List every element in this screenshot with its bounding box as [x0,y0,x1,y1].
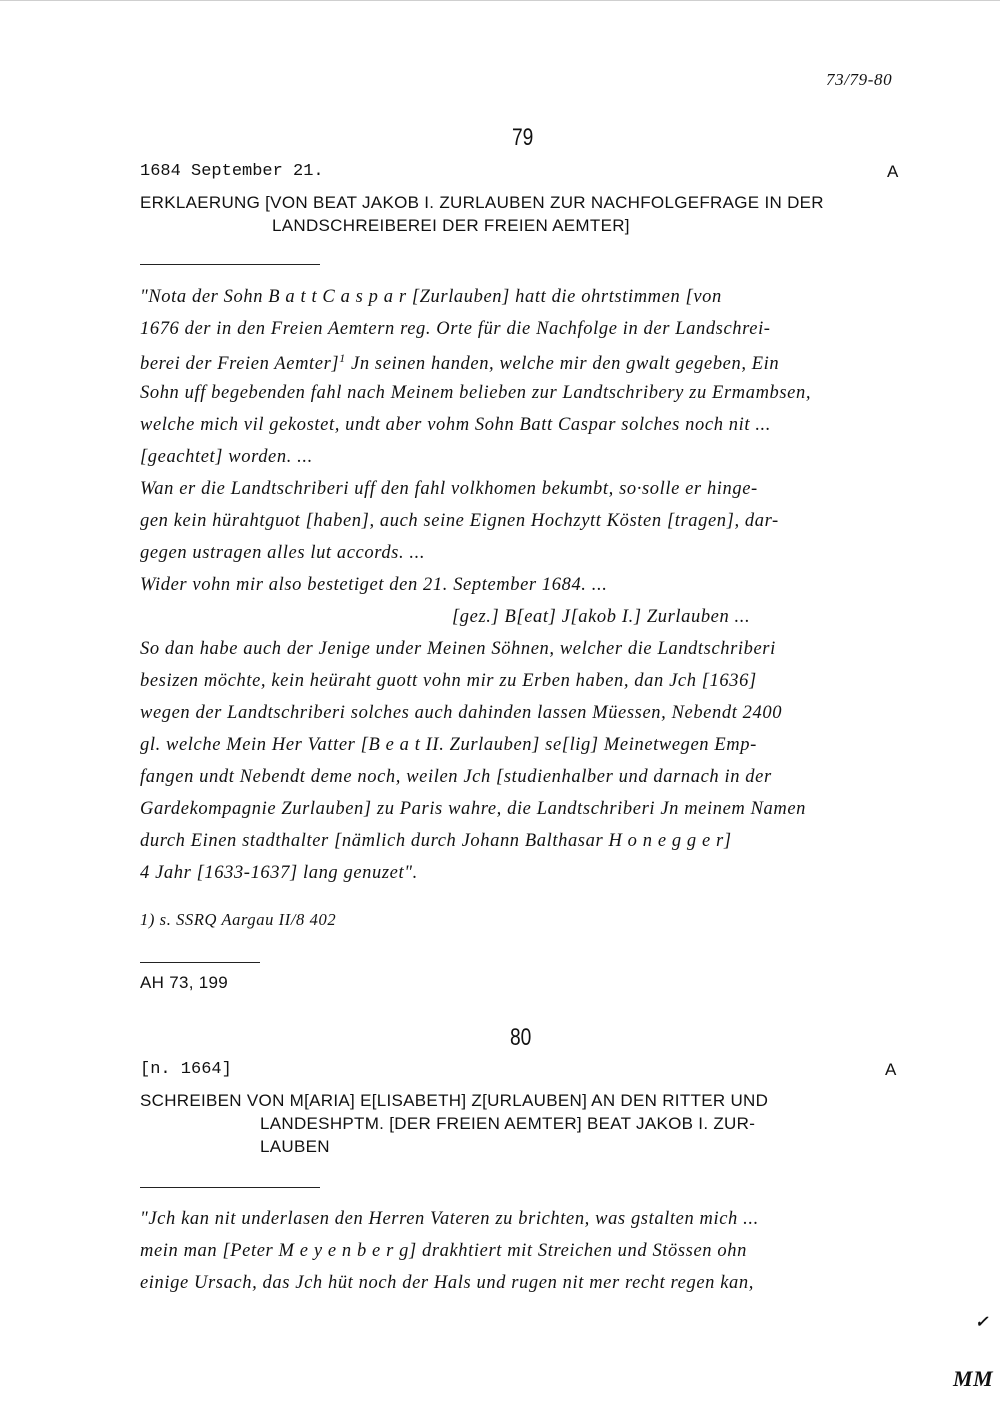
text-line: welche mich vil gekostet, undt aber vohm Sohn Batt Caspar solches noch nit ... [140,415,771,435]
document-80-date: [n. 1664] [140,1060,232,1079]
text-line: fangen undt Nebendt deme noch, weilen Jch [studienhalber und darnach in der [140,767,772,787]
text-line: Wan er die Landtschriberi uff den fahl volkhomen bekumbt, so·solle er hinge- [140,479,758,499]
document-79-source: AH 73, 199 [140,973,229,992]
document-80-letter: A [885,1060,897,1079]
text-line: "Nota der Sohn B a t t C a s p a r [Zurlauben] hatt die ohrtstimmen [von [140,287,722,307]
document-number-79: 79 [512,124,534,151]
text-line: gl. welche Mein Her Vatter [B e a t II. Zurlauben] se[lig] Meinetwegen Emp- [140,735,757,755]
text-line: berei der Freien Aemter]$^1$ Jn seinen handen, welche mir den gwalt gegeben, Ein [140,351,780,375]
page-reference: 73/79-80 [826,70,893,89]
signature-line: [gez.] B[eat] J[akob I.] Zurlauben ... [452,607,751,627]
text-line: wegen der Landtschriberi solches auch dahinden lassen Müessen, Nebendt 2400 [140,703,783,723]
text-line: [geachtet] worden. ... [140,447,313,467]
text-line: gen kein hürahtguot [haben], auch seine Eignen Hochzytt Kösten [tragen], dar- [140,511,779,531]
document-number-80: 80 [510,1024,532,1051]
text-line: einige Ursach, das Jch hüt noch der Hals und rugen nit mer recht regen kan, [140,1273,754,1293]
checkmark-icon: ✓ [975,1314,990,1331]
text-line: mein man [Peter M e y e n b e r g] drakhtiert mit Streichen und Stössen ohn [140,1241,747,1261]
document-79-date: 1684 September 21. [140,162,324,181]
text-line: gegen ustragen alles lut accords. ... [140,543,426,563]
document-80-title-line-2: LANDESHPTM. [DER FREIEN AEMTER] BEAT JAKOB I. ZUR- [260,1114,756,1133]
text-line: "Jch kan nit underlasen den Herren Vateren zu brichten, was gstalten mich ... [140,1209,759,1229]
text-line: besizen möchte, kein heüraht guott vohn mir zu Erben haben, dan Jch [1636] [140,671,757,691]
document-79-title-line-1: ERKLAERUNG [VON BEAT JAKOB I. ZURLAUBEN ZUR NACHFOLGEFRAGE IN DER [140,193,824,212]
document-79-title-line-2: LANDSCHREIBEREI DER FREIEN AEMTER] [272,216,630,235]
document-80-title-line-1: SCHREIBEN VON M[ARIA] E[LISABETH] Z[URLAUBEN] AN DEN RITTER UND [140,1091,769,1110]
section-divider [140,264,320,265]
text-line: durch Einen stadthalter [nämlich durch Johann Balthasar H o n e g g e r] [140,831,732,851]
text-line: 4 Jahr [1633-1637] lang genuzet". [140,863,418,883]
text-line: So dan habe auch der Jenige under Meinen Söhnen, welcher die Landtschriberi [140,639,776,659]
section-divider [140,1187,320,1188]
footnote: 1) s. SSRQ Aargau II/8 402 [140,910,337,929]
document-80-title-line-3: LAUBEN [260,1137,330,1156]
text-line: Gardekompagnie Zurlauben] zu Paris wahre, die Landtschriberi Jn meinem Namen [140,799,806,819]
scan-top-edge [0,0,1000,1]
text-line: Wider vohn mir also bestetiget den 21. September 1684. ... [140,575,608,595]
text-line: 1676 der in den Freien Aemtern reg. Orte für die Nachfolge in der Landschrei- [140,319,771,339]
document-79-letter: A [887,162,899,181]
source-divider [140,962,260,963]
footnote-mark: 1 [339,351,346,365]
text-line: Sohn uff begebenden fahl nach Meinem belieben zur Landtschribery zu Ermambsen, [140,383,812,403]
handwritten-initials: MM [953,1366,994,1391]
